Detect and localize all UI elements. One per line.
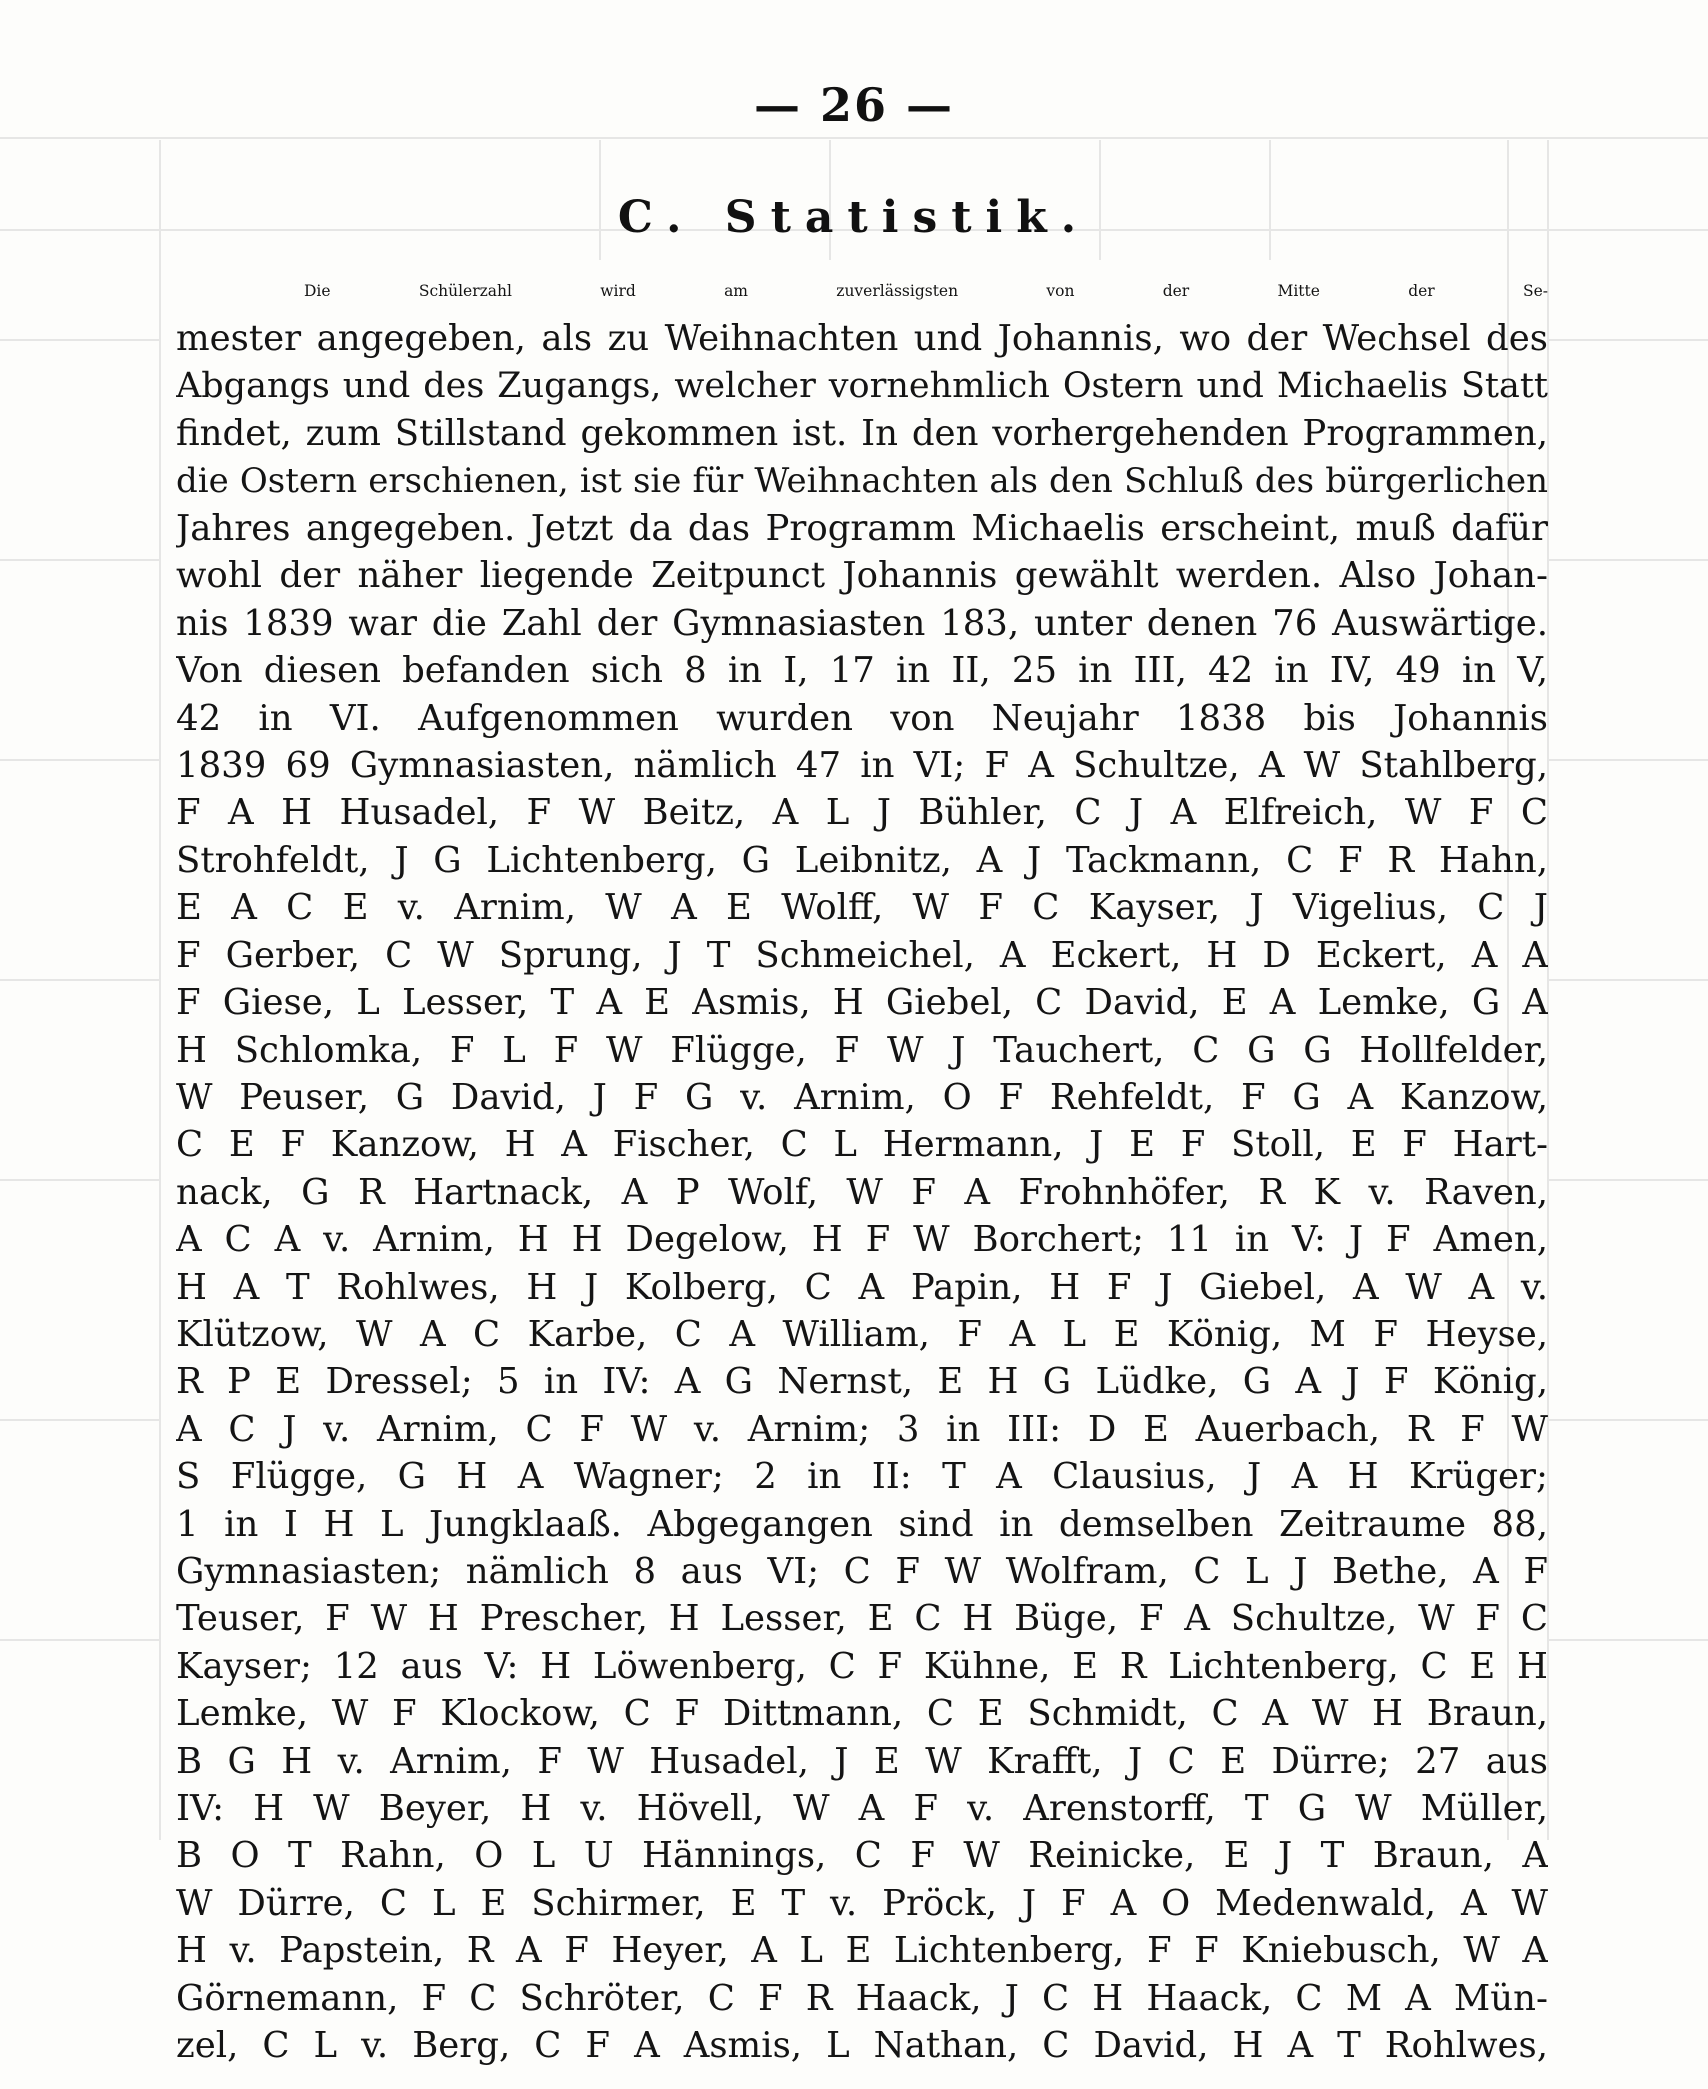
text-line: F A H Husadel, F W Beitz, A L J Bühler, C J A Elfreich, W F C <box>176 792 1548 834</box>
text-line: Kayser; 12 aus V: H Löwenberg, C F Kühne, E R Lichtenberg, C E H <box>176 1645 1548 1687</box>
text-line: W Dürre, C L E Schirmer, E T v. Pröck, J F A O Medenwald, A W <box>176 1882 1548 1924</box>
text-line: Strohfeldt, J G Lichtenberg, G Leibnitz, A J Tackmann, C F R Hahn, <box>176 839 1548 881</box>
text-line: IV: H W Beyer, H v. Hövell, W A F v. Arenstorff, T G W Müller, <box>176 1788 1548 1829</box>
text-line: Abgangs und des Zugangs, welcher vornehmlich Ostern und Michaelis Statt <box>176 365 1548 406</box>
text-line: Lemke, W F Klockow, C F Dittmann, C E Schmidt, C A W H Braun, <box>176 1693 1548 1735</box>
text-line: C E F Kanzow, H A Fischer, C L Hermann, J E F Stoll, E F Hart- <box>176 1124 1548 1166</box>
page-number: — 26 — <box>753 78 955 132</box>
text-line: Von diesen befanden sich 8 in I, 17 in II, 25 in III, 42 in IV, 49 in V, <box>176 650 1548 692</box>
text-line: nack, G R Hartnack, A P Wolf, W F A Frohnhöfer, R K v. Raven, <box>176 1171 1548 1213</box>
section-title: C. Statistik. <box>617 192 1091 243</box>
text-line: F Gerber, C W Sprung, J T Schmeichel, A Eckert, H D Eckert, A A <box>176 934 1548 976</box>
text-line: Teuser, F W H Prescher, H Lesser, E C H Büge, F A Schultze, W F C <box>176 1598 1548 1640</box>
text-line: S Flügge, G H A Wagner; 2 in II: T A Clausius, J A H Krüger; <box>176 1456 1548 1498</box>
text-line: A C J v. Arnim, C F W v. Arnim; 3 in III: D E Auerbach, R F W <box>176 1408 1548 1450</box>
text-line: nis 1839 war die Zahl der Gymnasiasten 183, unter denen 76 Auswärtige. <box>176 602 1548 644</box>
text-line: die Ostern erschienen, ist sie für Weihnachten als den Schluß des bürgerlichen <box>176 460 1548 501</box>
text-line: Die Schülerzahl wird am zuverlässigsten von der Mitte der Se- <box>304 282 1548 300</box>
text-line: 1839 69 Gymnasiasten, nämlich 47 in VI; F A Schultze, A W Stahlberg, <box>176 745 1548 787</box>
text-line: E A C E v. Arnim, W A E Wolff, W F C Kayser, J Vigelius, C J <box>176 887 1548 929</box>
text-line: H v. Papstein, R A F Heyer, A L E Lichtenberg, F F Kniebusch, W A <box>176 1930 1548 1972</box>
text-line: R P E Dressel; 5 in IV: A G Nernst, E H G Lüdke, G A J F König, <box>176 1361 1548 1403</box>
text-line: W Peuser, G David, J F G v. Arnim, O F Rehfeldt, F G A Kanzow, <box>176 1076 1548 1118</box>
text-line: zel, C L v. Berg, C F A Asmis, L Nathan, C David, H A T Rohlwes, <box>176 2025 1548 2067</box>
text-line: A C A v. Arnim, H H Degelow, H F W Borchert; 11 in V: J F Amen, <box>176 1219 1548 1261</box>
text-line: H A T Rohlwes, H J Kolberg, C A Papin, H F J Giebel, A W A v. <box>176 1266 1548 1308</box>
text-line: F Giese, L Lesser, T A E Asmis, H Giebel, C David, E A Lemke, G A <box>176 982 1548 1024</box>
text-line: Klützow, W A C Karbe, C A William, F A L E König, M F Heyse, <box>176 1313 1548 1355</box>
text-line: wohl der näher liegende Zeitpunct Johannis gewählt werden. Also Johan- <box>176 555 1548 597</box>
text-line: H Schlomka, F L F W Flügge, F W J Tauchert, C G G Hollfelder, <box>176 1029 1548 1071</box>
text-line: B O T Rahn, O L U Hännings, C F W Reinicke, E J T Braun, A <box>176 1835 1548 1877</box>
paragraph-body <box>176 268 1548 2069</box>
text-line: B G H v. Arnim, F W Husadel, J E W Krafft, J C E Dürre; 27 aus <box>176 1740 1548 1782</box>
text-line: 1 in I H L Jungklaaß. Abgegangen sind in demselben Zeitraume 88, <box>176 1503 1548 1545</box>
text-line: mester angegeben, als zu Weihnachten und Johannis, wo der Wechsel des <box>176 318 1548 360</box>
text-line: Jahres angegeben. Jetzt da das Programm Michaelis erscheint, muß dafür <box>176 508 1548 550</box>
text-line: Görnemann, F C Schröter, C F R Haack, J C H Haack, C M A Mün- <box>176 1977 1548 2019</box>
text-line: 42 in VI. Aufgenommen wurden von Neujahr 1838 bis Johannis <box>176 697 1548 739</box>
text-line: Gymnasiasten; nämlich 8 aus VI; C F W Wolfram, C L J Bethe, A F <box>176 1550 1548 1592</box>
text-line: findet, zum Stillstand gekommen ist. In den vorhergehenden Programmen, <box>176 413 1548 455</box>
